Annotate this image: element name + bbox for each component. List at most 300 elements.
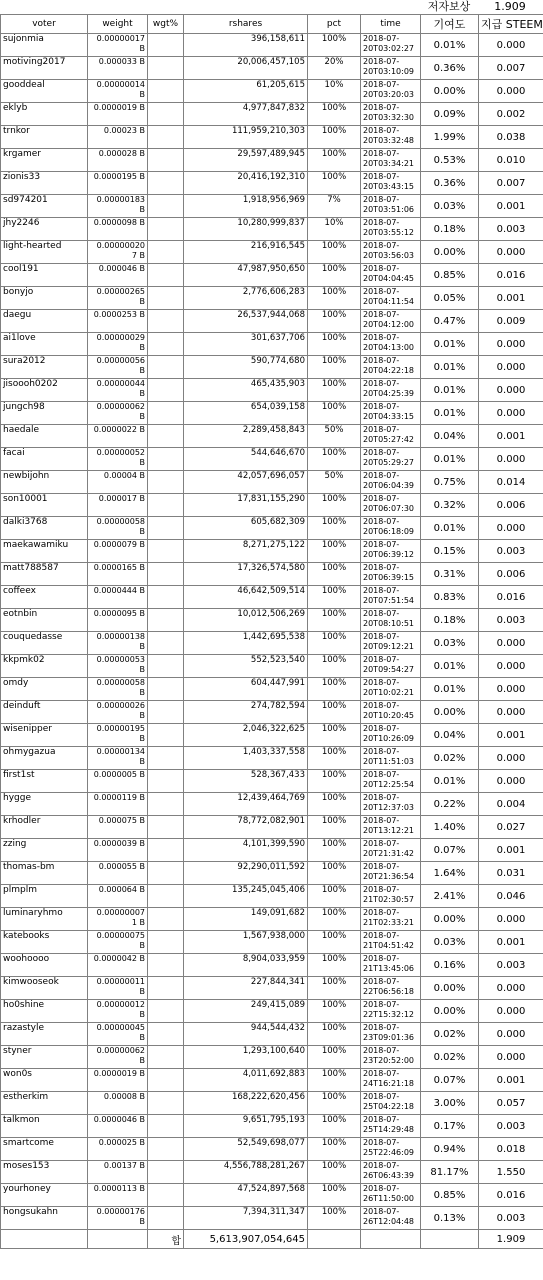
wgt-pct-cell[interactable] — [148, 862, 184, 885]
payout-cell[interactable]: 0.009 — [479, 310, 543, 333]
time-cell[interactable]: 2018-07-20T07:51:54 — [361, 586, 421, 609]
weight-cell[interactable]: 0.00000075 B — [88, 931, 148, 954]
contribution-cell[interactable]: 0.36% — [421, 57, 479, 80]
time-cell[interactable]: 2018-07-20T04:25:39 — [361, 379, 421, 402]
total-rshares[interactable]: 5,613,907,054,645 — [184, 1230, 308, 1249]
weight-cell[interactable]: 0.0000195 B — [88, 172, 148, 195]
contribution-cell[interactable]: 81.17% — [421, 1161, 479, 1184]
rshares-cell[interactable]: 9,651,795,193 — [184, 1115, 308, 1138]
rshares-cell[interactable]: 1,403,337,558 — [184, 747, 308, 770]
weight-cell[interactable]: 0.00000195 B — [88, 724, 148, 747]
wgt-pct-cell[interactable] — [148, 241, 184, 264]
payout-cell[interactable]: 0.027 — [479, 816, 543, 839]
time-cell[interactable]: 2018-07-20T10:02:21 — [361, 678, 421, 701]
time-cell[interactable]: 2018-07-20T04:22:18 — [361, 356, 421, 379]
weight-cell[interactable]: 0.00000044 B — [88, 379, 148, 402]
voter-cell[interactable]: won0s — [1, 1069, 88, 1092]
payout-cell[interactable]: 0.001 — [479, 287, 543, 310]
weight-cell[interactable]: 0.0000444 B — [88, 586, 148, 609]
pct-cell[interactable]: 100% — [308, 563, 361, 586]
time-cell[interactable]: 2018-07-20T04:13:00 — [361, 333, 421, 356]
voter-cell[interactable]: sd974201 — [1, 195, 88, 218]
weight-cell[interactable]: 0.00000134 B — [88, 747, 148, 770]
payout-cell[interactable]: 0.000 — [479, 448, 543, 471]
wgt-pct-cell[interactable] — [148, 701, 184, 724]
wgt-pct-cell[interactable] — [148, 793, 184, 816]
contribution-cell[interactable]: 0.00% — [421, 701, 479, 724]
contribution-cell[interactable]: 0.04% — [421, 724, 479, 747]
pct-cell[interactable]: 100% — [308, 402, 361, 425]
time-cell[interactable]: 2018-07-20T03:20:03 — [361, 80, 421, 103]
wgt-pct-cell[interactable] — [148, 264, 184, 287]
pct-cell[interactable]: 20% — [308, 57, 361, 80]
time-cell[interactable]: 2018-07-23T20:52:00 — [361, 1046, 421, 1069]
contribution-cell[interactable]: 0.13% — [421, 1207, 479, 1230]
weight-cell[interactable]: 0.00000062 B — [88, 402, 148, 425]
contribution-cell[interactable]: 3.00% — [421, 1092, 479, 1115]
rshares-cell[interactable]: 2,046,322,625 — [184, 724, 308, 747]
weight-cell[interactable]: 0.0000019 B — [88, 103, 148, 126]
weight-cell[interactable]: 0.00137 B — [88, 1161, 148, 1184]
header-rshares[interactable]: rshares — [184, 15, 308, 34]
time-cell[interactable]: 2018-07-20T03:10:09 — [361, 57, 421, 80]
contribution-cell[interactable]: 0.01% — [421, 448, 479, 471]
rshares-cell[interactable]: 249,415,089 — [184, 1000, 308, 1023]
voter-cell[interactable]: facai — [1, 448, 88, 471]
payout-cell[interactable]: 0.000 — [479, 678, 543, 701]
contribution-cell[interactable]: 1.40% — [421, 816, 479, 839]
payout-cell[interactable]: 0.000 — [479, 333, 543, 356]
rshares-cell[interactable]: 149,091,682 — [184, 908, 308, 931]
payout-cell[interactable]: 0.031 — [479, 862, 543, 885]
voter-cell[interactable]: sujonmia — [1, 34, 88, 57]
time-cell[interactable]: 2018-07-20T09:54:27 — [361, 655, 421, 678]
contribution-cell[interactable]: 0.83% — [421, 586, 479, 609]
contribution-cell[interactable]: 0.03% — [421, 931, 479, 954]
pct-cell[interactable]: 10% — [308, 80, 361, 103]
time-cell[interactable]: 2018-07-26T12:04:48 — [361, 1207, 421, 1230]
contribution-cell[interactable]: 0.22% — [421, 793, 479, 816]
payout-cell[interactable]: 0.000 — [479, 517, 543, 540]
contribution-cell[interactable]: 0.47% — [421, 310, 479, 333]
weight-cell[interactable]: 0.00000062 B — [88, 1046, 148, 1069]
contribution-cell[interactable]: 0.01% — [421, 402, 479, 425]
weight-cell[interactable]: 0.0000253 B — [88, 310, 148, 333]
wgt-pct-cell[interactable] — [148, 57, 184, 80]
pct-cell[interactable]: 100% — [308, 379, 361, 402]
rshares-cell[interactable]: 8,904,033,959 — [184, 954, 308, 977]
payout-cell[interactable]: 0.038 — [479, 126, 543, 149]
payout-cell[interactable]: 0.014 — [479, 471, 543, 494]
wgt-pct-cell[interactable] — [148, 678, 184, 701]
wgt-pct-cell[interactable] — [148, 287, 184, 310]
wgt-pct-cell[interactable] — [148, 126, 184, 149]
total-empty-3[interactable] — [308, 1230, 361, 1249]
contribution-cell[interactable]: 0.00% — [421, 908, 479, 931]
voter-cell[interactable]: cool191 — [1, 264, 88, 287]
contribution-cell[interactable]: 0.01% — [421, 655, 479, 678]
payout-cell[interactable]: 0.000 — [479, 356, 543, 379]
contribution-cell[interactable]: 0.15% — [421, 540, 479, 563]
rshares-cell[interactable]: 17,831,155,290 — [184, 494, 308, 517]
wgt-pct-cell[interactable] — [148, 425, 184, 448]
time-cell[interactable]: 2018-07-22T06:56:18 — [361, 977, 421, 1000]
payout-cell[interactable]: 0.000 — [479, 1023, 543, 1046]
wgt-pct-cell[interactable] — [148, 149, 184, 172]
contribution-cell[interactable]: 0.01% — [421, 770, 479, 793]
pct-cell[interactable]: 100% — [308, 908, 361, 931]
payout-cell[interactable]: 0.006 — [479, 494, 543, 517]
time-cell[interactable]: 2018-07-20T04:33:15 — [361, 402, 421, 425]
contribution-cell[interactable]: 0.03% — [421, 195, 479, 218]
payout-cell[interactable]: 0.016 — [479, 264, 543, 287]
rshares-cell[interactable]: 168,222,620,456 — [184, 1092, 308, 1115]
voter-cell[interactable]: razastyle — [1, 1023, 88, 1046]
rshares-cell[interactable]: 42,057,696,057 — [184, 471, 308, 494]
rshares-cell[interactable]: 78,772,082,901 — [184, 816, 308, 839]
wgt-pct-cell[interactable] — [148, 1207, 184, 1230]
wgt-pct-cell[interactable] — [148, 1161, 184, 1184]
voter-cell[interactable]: omdy — [1, 678, 88, 701]
rshares-cell[interactable]: 654,039,158 — [184, 402, 308, 425]
contribution-cell[interactable]: 0.02% — [421, 1046, 479, 1069]
rshares-cell[interactable]: 227,844,341 — [184, 977, 308, 1000]
weight-cell[interactable]: 0.000028 B — [88, 149, 148, 172]
wgt-pct-cell[interactable] — [148, 218, 184, 241]
weight-cell[interactable]: 0.00000014 B — [88, 80, 148, 103]
pct-cell[interactable]: 10% — [308, 218, 361, 241]
wgt-pct-cell[interactable] — [148, 1046, 184, 1069]
payout-cell[interactable]: 0.001 — [479, 724, 543, 747]
wgt-pct-cell[interactable] — [148, 816, 184, 839]
voter-cell[interactable]: plmplm — [1, 885, 88, 908]
voter-cell[interactable]: wisenipper — [1, 724, 88, 747]
voter-cell[interactable]: dalki3768 — [1, 517, 88, 540]
time-cell[interactable]: 2018-07-21T02:30:57 — [361, 885, 421, 908]
rshares-cell[interactable]: 396,158,611 — [184, 34, 308, 57]
payout-cell[interactable]: 0.000 — [479, 908, 543, 931]
pct-cell[interactable]: 100% — [308, 977, 361, 1000]
payout-cell[interactable]: 0.003 — [479, 218, 543, 241]
rshares-cell[interactable]: 301,637,706 — [184, 333, 308, 356]
total-label[interactable]: 합 — [148, 1230, 184, 1249]
rshares-cell[interactable]: 29,597,489,945 — [184, 149, 308, 172]
voter-cell[interactable]: son10001 — [1, 494, 88, 517]
pct-cell[interactable]: 100% — [308, 287, 361, 310]
voter-cell[interactable]: woohoooo — [1, 954, 88, 977]
time-cell[interactable]: 2018-07-21T13:45:06 — [361, 954, 421, 977]
pct-cell[interactable]: 100% — [308, 103, 361, 126]
weight-cell[interactable]: 0.0000165 B — [88, 563, 148, 586]
pct-cell[interactable]: 100% — [308, 540, 361, 563]
weight-cell[interactable]: 0.00000026 B — [88, 701, 148, 724]
contribution-cell[interactable]: 0.02% — [421, 747, 479, 770]
voter-cell[interactable]: deinduft — [1, 701, 88, 724]
pct-cell[interactable]: 100% — [308, 793, 361, 816]
wgt-pct-cell[interactable] — [148, 379, 184, 402]
header-voter[interactable]: voter — [1, 15, 88, 34]
wgt-pct-cell[interactable] — [148, 1023, 184, 1046]
payout-cell[interactable]: 0.000 — [479, 655, 543, 678]
pct-cell[interactable]: 100% — [308, 655, 361, 678]
payout-cell[interactable]: 0.046 — [479, 885, 543, 908]
weight-cell[interactable]: 0.000064 B — [88, 885, 148, 908]
contribution-cell[interactable]: 0.03% — [421, 632, 479, 655]
header-time[interactable]: time — [361, 15, 421, 34]
weight-cell[interactable]: 0.0000119 B — [88, 793, 148, 816]
pct-cell[interactable]: 100% — [308, 149, 361, 172]
weight-cell[interactable]: 0.000055 B — [88, 862, 148, 885]
total-empty-5[interactable] — [421, 1230, 479, 1249]
rshares-cell[interactable]: 552,523,540 — [184, 655, 308, 678]
rshares-cell[interactable]: 92,290,011,592 — [184, 862, 308, 885]
contribution-cell[interactable]: 0.85% — [421, 264, 479, 287]
payout-cell[interactable]: 0.016 — [479, 1184, 543, 1207]
rshares-cell[interactable]: 4,011,692,883 — [184, 1069, 308, 1092]
pct-cell[interactable]: 100% — [308, 1138, 361, 1161]
voter-cell[interactable]: hongsukahn — [1, 1207, 88, 1230]
weight-cell[interactable]: 0.0000019 B — [88, 1069, 148, 1092]
weight-cell[interactable]: 0.00000053 B — [88, 655, 148, 678]
wgt-pct-cell[interactable] — [148, 172, 184, 195]
pct-cell[interactable]: 100% — [308, 34, 361, 57]
weight-cell[interactable]: 0.00000052 B — [88, 448, 148, 471]
voter-cell[interactable]: talkmon — [1, 1115, 88, 1138]
time-cell[interactable]: 2018-07-20T12:37:03 — [361, 793, 421, 816]
rshares-cell[interactable]: 2,289,458,843 — [184, 425, 308, 448]
payout-cell[interactable]: 0.004 — [479, 793, 543, 816]
voter-cell[interactable]: light-hearted — [1, 241, 88, 264]
time-cell[interactable]: 2018-07-26T06:43:39 — [361, 1161, 421, 1184]
payout-cell[interactable]: 0.000 — [479, 701, 543, 724]
time-cell[interactable]: 2018-07-20T06:07:30 — [361, 494, 421, 517]
time-cell[interactable]: 2018-07-23T09:01:36 — [361, 1023, 421, 1046]
weight-cell[interactable]: 0.00000183 B — [88, 195, 148, 218]
rshares-cell[interactable]: 8,271,275,122 — [184, 540, 308, 563]
weight-cell[interactable]: 0.0000098 B — [88, 218, 148, 241]
wgt-pct-cell[interactable] — [148, 609, 184, 632]
contribution-cell[interactable]: 0.16% — [421, 954, 479, 977]
weight-cell[interactable]: 0.0000095 B — [88, 609, 148, 632]
wgt-pct-cell[interactable] — [148, 724, 184, 747]
rshares-cell[interactable]: 61,205,615 — [184, 80, 308, 103]
time-cell[interactable]: 2018-07-20T06:18:09 — [361, 517, 421, 540]
time-cell[interactable]: 2018-07-20T04:11:54 — [361, 287, 421, 310]
time-cell[interactable]: 2018-07-20T05:29:27 — [361, 448, 421, 471]
payout-cell[interactable]: 0.001 — [479, 195, 543, 218]
contribution-cell[interactable]: 2.41% — [421, 885, 479, 908]
weight-cell[interactable]: 0.0000022 B — [88, 425, 148, 448]
wgt-pct-cell[interactable] — [148, 448, 184, 471]
pct-cell[interactable]: 100% — [308, 264, 361, 287]
rshares-cell[interactable]: 47,524,897,568 — [184, 1184, 308, 1207]
voter-cell[interactable]: jungch98 — [1, 402, 88, 425]
time-cell[interactable]: 2018-07-20T03:56:03 — [361, 241, 421, 264]
rshares-cell[interactable]: 20,416,192,310 — [184, 172, 308, 195]
pct-cell[interactable]: 100% — [308, 1069, 361, 1092]
contribution-cell[interactable]: 0.01% — [421, 333, 479, 356]
voter-cell[interactable]: maekawamiku — [1, 540, 88, 563]
rshares-cell[interactable]: 46,642,509,514 — [184, 586, 308, 609]
weight-cell[interactable]: 0.00000045 B — [88, 1023, 148, 1046]
time-cell[interactable]: 2018-07-20T03:34:21 — [361, 149, 421, 172]
contribution-cell[interactable]: 0.01% — [421, 34, 479, 57]
rshares-cell[interactable]: 216,916,545 — [184, 241, 308, 264]
voter-cell[interactable]: ho0shine — [1, 1000, 88, 1023]
weight-cell[interactable]: 0.00023 B — [88, 126, 148, 149]
pct-cell[interactable]: 100% — [308, 678, 361, 701]
rshares-cell[interactable]: 465,435,903 — [184, 379, 308, 402]
pct-cell[interactable]: 7% — [308, 195, 361, 218]
wgt-pct-cell[interactable] — [148, 310, 184, 333]
weight-cell[interactable]: 0.00000012 B — [88, 1000, 148, 1023]
pct-cell[interactable]: 50% — [308, 425, 361, 448]
voter-cell[interactable]: ai1love — [1, 333, 88, 356]
contribution-cell[interactable]: 0.00% — [421, 241, 479, 264]
pct-cell[interactable]: 100% — [308, 1092, 361, 1115]
payout-cell[interactable]: 0.002 — [479, 103, 543, 126]
wgt-pct-cell[interactable] — [148, 1000, 184, 1023]
wgt-pct-cell[interactable] — [148, 517, 184, 540]
contribution-cell[interactable]: 0.32% — [421, 494, 479, 517]
time-cell[interactable]: 2018-07-20T03:51:06 — [361, 195, 421, 218]
weight-cell[interactable]: 0.0000005 B — [88, 770, 148, 793]
rshares-cell[interactable]: 135,245,045,406 — [184, 885, 308, 908]
contribution-cell[interactable]: 0.85% — [421, 1184, 479, 1207]
rshares-cell[interactable]: 10,280,999,837 — [184, 218, 308, 241]
pct-cell[interactable]: 100% — [308, 724, 361, 747]
weight-cell[interactable]: 0.0000113 B — [88, 1184, 148, 1207]
voter-cell[interactable]: first1st — [1, 770, 88, 793]
time-cell[interactable]: 2018-07-21T04:51:42 — [361, 931, 421, 954]
time-cell[interactable]: 2018-07-20T13:12:21 — [361, 816, 421, 839]
time-cell[interactable]: 2018-07-26T11:50:00 — [361, 1184, 421, 1207]
wgt-pct-cell[interactable] — [148, 1138, 184, 1161]
wgt-pct-cell[interactable] — [148, 655, 184, 678]
contribution-cell[interactable]: 0.02% — [421, 1023, 479, 1046]
payout-cell[interactable]: 0.000 — [479, 977, 543, 1000]
total-empty-2[interactable] — [88, 1230, 148, 1249]
pct-cell[interactable]: 100% — [308, 126, 361, 149]
weight-cell[interactable]: 0.00004 B — [88, 471, 148, 494]
payout-cell[interactable]: 0.000 — [479, 34, 543, 57]
time-cell[interactable]: 2018-07-20T10:20:45 — [361, 701, 421, 724]
wgt-pct-cell[interactable] — [148, 931, 184, 954]
contribution-cell[interactable]: 0.31% — [421, 563, 479, 586]
rshares-cell[interactable]: 20,006,457,105 — [184, 57, 308, 80]
contribution-cell[interactable]: 0.75% — [421, 471, 479, 494]
time-cell[interactable]: 2018-07-20T04:12:00 — [361, 310, 421, 333]
voter-cell[interactable]: matt788587 — [1, 563, 88, 586]
voter-cell[interactable]: newbijohn — [1, 471, 88, 494]
time-cell[interactable]: 2018-07-20T12:25:54 — [361, 770, 421, 793]
total-payout[interactable]: 1.909 — [479, 1230, 543, 1249]
pct-cell[interactable]: 100% — [308, 1161, 361, 1184]
pct-cell[interactable]: 100% — [308, 1115, 361, 1138]
pct-cell[interactable]: 100% — [308, 172, 361, 195]
weight-cell[interactable]: 0.00000017 B — [88, 34, 148, 57]
pct-cell[interactable]: 50% — [308, 471, 361, 494]
pct-cell[interactable]: 100% — [308, 241, 361, 264]
rshares-cell[interactable]: 1,567,938,000 — [184, 931, 308, 954]
pct-cell[interactable]: 100% — [308, 494, 361, 517]
wgt-pct-cell[interactable] — [148, 471, 184, 494]
pct-cell[interactable]: 100% — [308, 310, 361, 333]
rshares-cell[interactable]: 1,442,695,538 — [184, 632, 308, 655]
contribution-cell[interactable]: 0.07% — [421, 839, 479, 862]
time-cell[interactable]: 2018-07-20T06:04:39 — [361, 471, 421, 494]
payout-cell[interactable]: 0.003 — [479, 609, 543, 632]
rshares-cell[interactable]: 17,326,574,580 — [184, 563, 308, 586]
weight-cell[interactable]: 0.00000058 B — [88, 678, 148, 701]
payout-cell[interactable]: 0.018 — [479, 1138, 543, 1161]
rshares-cell[interactable]: 47,987,950,650 — [184, 264, 308, 287]
weight-cell[interactable]: 0.000075 B — [88, 816, 148, 839]
pct-cell[interactable]: 100% — [308, 1207, 361, 1230]
voter-cell[interactable]: couquedasse — [1, 632, 88, 655]
weight-cell[interactable]: 0.00000056 B — [88, 356, 148, 379]
voter-cell[interactable]: daegu — [1, 310, 88, 333]
contribution-cell[interactable]: 0.36% — [421, 172, 479, 195]
contribution-cell[interactable]: 0.00% — [421, 1000, 479, 1023]
voter-cell[interactable]: yourhoney — [1, 1184, 88, 1207]
payout-cell[interactable]: 0.003 — [479, 1207, 543, 1230]
wgt-pct-cell[interactable] — [148, 1184, 184, 1207]
rshares-cell[interactable]: 1,293,100,640 — [184, 1046, 308, 1069]
weight-cell[interactable]: 0.0000039 B — [88, 839, 148, 862]
rshares-cell[interactable]: 4,556,788,281,267 — [184, 1161, 308, 1184]
wgt-pct-cell[interactable] — [148, 80, 184, 103]
voter-cell[interactable]: luminaryhmo — [1, 908, 88, 931]
wgt-pct-cell[interactable] — [148, 494, 184, 517]
time-cell[interactable]: 2018-07-20T03:43:15 — [361, 172, 421, 195]
payout-cell[interactable]: 0.000 — [479, 770, 543, 793]
time-cell[interactable]: 2018-07-20T05:27:42 — [361, 425, 421, 448]
voter-cell[interactable]: styner — [1, 1046, 88, 1069]
weight-cell[interactable]: 0.00000007 1 B — [88, 908, 148, 931]
weight-cell[interactable]: 0.00000265 B — [88, 287, 148, 310]
voter-cell[interactable]: smartcome — [1, 1138, 88, 1161]
weight-cell[interactable]: 0.000033 B — [88, 57, 148, 80]
payout-cell[interactable]: 1.550 — [479, 1161, 543, 1184]
weight-cell[interactable]: 0.0000046 B — [88, 1115, 148, 1138]
payout-cell[interactable]: 0.000 — [479, 1046, 543, 1069]
pct-cell[interactable]: 100% — [308, 517, 361, 540]
rshares-cell[interactable]: 944,544,432 — [184, 1023, 308, 1046]
payout-cell[interactable]: 0.006 — [479, 563, 543, 586]
weight-cell[interactable]: 0.0000042 B — [88, 954, 148, 977]
time-cell[interactable]: 2018-07-20T03:55:12 — [361, 218, 421, 241]
rshares-cell[interactable]: 1,918,956,969 — [184, 195, 308, 218]
voter-cell[interactable]: moses153 — [1, 1161, 88, 1184]
time-cell[interactable]: 2018-07-20T08:10:51 — [361, 609, 421, 632]
contribution-cell[interactable]: 0.94% — [421, 1138, 479, 1161]
contribution-cell[interactable]: 1.99% — [421, 126, 479, 149]
voter-cell[interactable]: hygge — [1, 793, 88, 816]
payout-cell[interactable]: 0.001 — [479, 425, 543, 448]
weight-cell[interactable]: 0.0000079 B — [88, 540, 148, 563]
total-empty-1[interactable] — [1, 1230, 88, 1249]
pct-cell[interactable]: 100% — [308, 839, 361, 862]
contribution-cell[interactable]: 0.09% — [421, 103, 479, 126]
wgt-pct-cell[interactable] — [148, 1069, 184, 1092]
rshares-cell[interactable]: 590,774,680 — [184, 356, 308, 379]
time-cell[interactable]: 2018-07-21T02:33:21 — [361, 908, 421, 931]
payout-cell[interactable]: 0.003 — [479, 540, 543, 563]
rshares-cell[interactable]: 111,959,210,303 — [184, 126, 308, 149]
wgt-pct-cell[interactable] — [148, 402, 184, 425]
voter-cell[interactable]: ohmygazua — [1, 747, 88, 770]
